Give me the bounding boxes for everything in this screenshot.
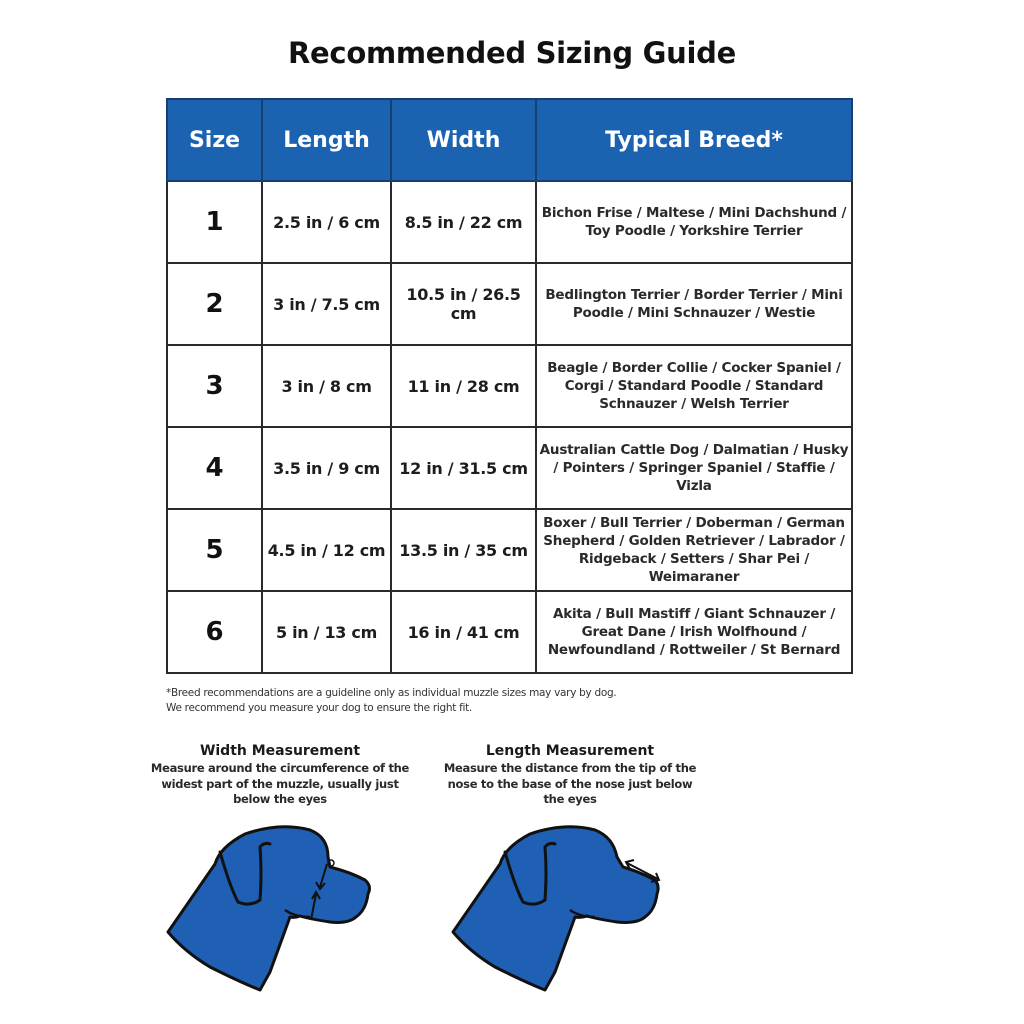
table-row: [167, 591, 852, 673]
length-value: 2.5 in / 6 cm: [262, 181, 391, 263]
table-row: [167, 427, 852, 509]
width-value: 8.5 in / 22 cm: [391, 181, 536, 263]
size-value: 1: [167, 181, 262, 263]
breed-value: Boxer / Bull Terrier / Doberman / German Shepherd / Golden Retriever / Labrador / Ridgeback / Setters / Shar Pei / Weimaraner: [536, 509, 852, 591]
length-measurement-block: [440, 742, 700, 808]
table-row: [167, 345, 852, 427]
length-value: 4.5 in / 12 cm: [262, 509, 391, 591]
length-value: 5 in / 13 cm: [262, 591, 391, 673]
header-width: Width: [391, 99, 536, 181]
size-value: 6: [167, 591, 262, 673]
width-value: 13.5 in / 35 cm: [391, 509, 536, 591]
width-measurement-description: Measure around the circumference of the widest part of the muzzle, usually just below the eyes: [150, 761, 410, 806]
footnote-line-2: We recommend you measure your dog to ensure the right fit.: [166, 702, 472, 714]
sizing-table: [166, 98, 853, 674]
length-value: 3 in / 7.5 cm: [262, 263, 391, 345]
table-header-row: [167, 99, 852, 181]
dog-silhouette: [168, 827, 369, 990]
dog-head-length-icon: [445, 822, 675, 997]
dog-silhouette: [453, 827, 658, 990]
width-value: 10.5 in / 26.5 cm: [391, 263, 536, 345]
header-length: Length: [262, 99, 391, 181]
size-value: 3: [167, 345, 262, 427]
length-value: 3.5 in / 9 cm: [262, 427, 391, 509]
width-measurement-heading: Width Measurement: [199, 743, 361, 759]
table-row: [167, 509, 852, 591]
breed-value: Bedlington Terrier / Border Terrier / Mini Poodle / Mini Schnauzer / Westie: [536, 263, 852, 345]
breed-value: Australian Cattle Dog / Dalmatian / Husky / Pointers / Springer Spaniel / Staffie / Vizla: [536, 427, 852, 509]
length-value: 3 in / 8 cm: [262, 345, 391, 427]
table-row: [167, 181, 852, 263]
length-measurement-description: Measure the distance from the tip of the nose to the base of the nose just below the eyes: [443, 761, 697, 806]
breed-value: Akita / Bull Mastiff / Giant Schnauzer / Great Dane / Irish Wolfhound / Newfoundland / Rottweiler / St Bernard: [536, 591, 852, 673]
width-value: 16 in / 41 cm: [391, 591, 536, 673]
size-value: 2: [167, 263, 262, 345]
width-measurement-block: [150, 742, 410, 808]
footnote-line-1: *Breed recommendations are a guideline only as individual muzzle sizes may vary by dog.: [166, 687, 617, 699]
header-typical-breed: Typical Breed*: [536, 99, 852, 181]
page-title: Recommended Sizing Guide: [288, 36, 736, 70]
breed-value: Beagle / Border Collie / Cocker Spaniel / Corgi / Standard Poodle / Standard Schnauzer / Welsh Terrier: [536, 345, 852, 427]
breed-value: Bichon Frise / Maltese / Mini Dachshund / Toy Poodle / Yorkshire Terrier: [536, 181, 852, 263]
width-value: 12 in / 31.5 cm: [391, 427, 536, 509]
footnote: [166, 686, 766, 716]
dog-head-width-icon: [160, 822, 390, 997]
size-value: 4: [167, 427, 262, 509]
table-row: [167, 263, 852, 345]
width-value: 11 in / 28 cm: [391, 345, 536, 427]
size-value: 5: [167, 509, 262, 591]
header-size: Size: [167, 99, 262, 181]
length-measurement-heading: Length Measurement: [485, 743, 655, 759]
